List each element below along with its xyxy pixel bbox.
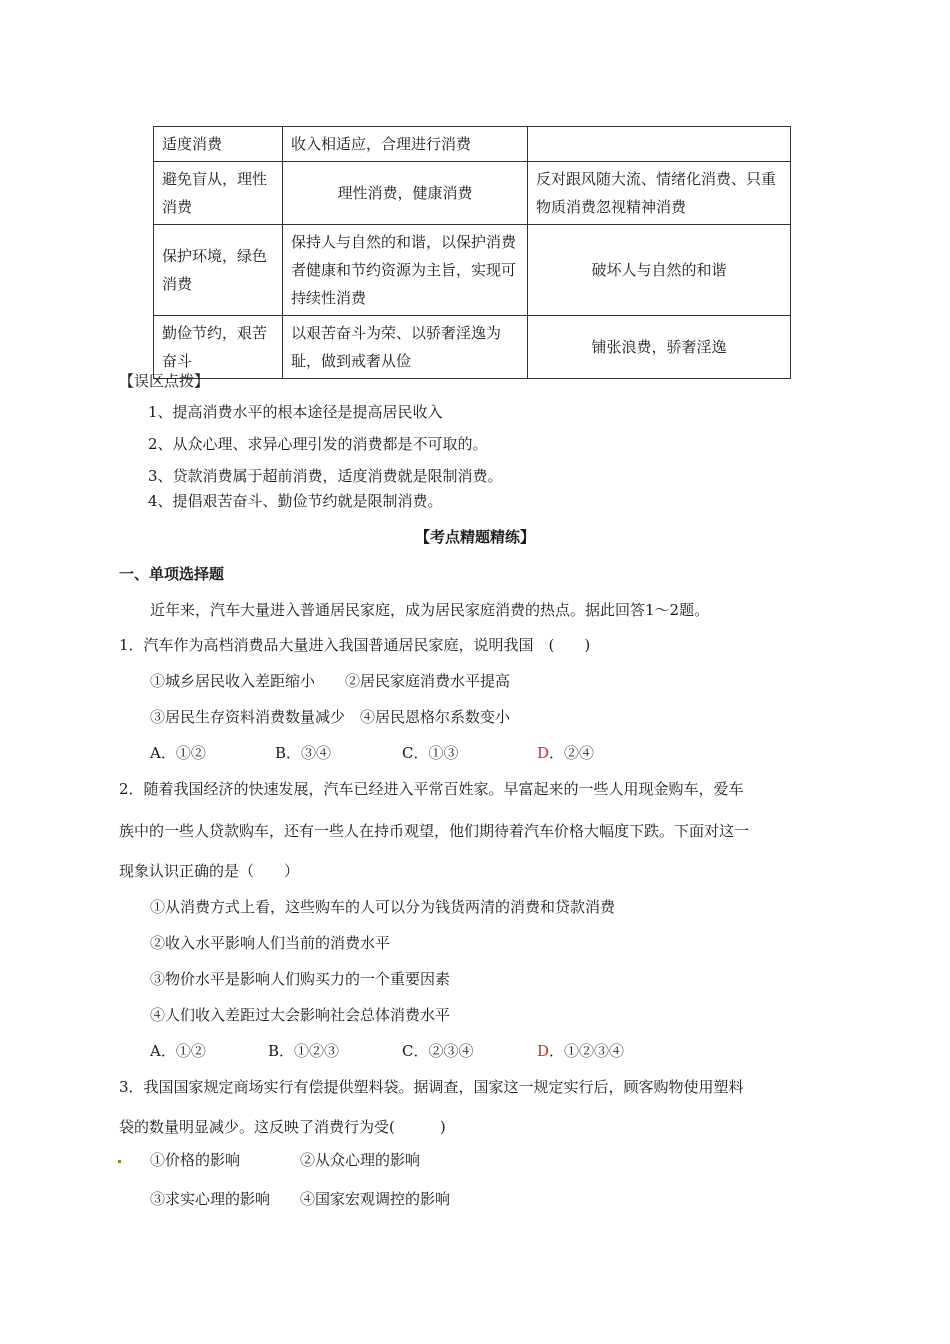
question-2-stem: 现象认识正确的是（ ） [119, 862, 300, 880]
question-3-statements: ③求实心理的影响 ④国家宏观调控的影响 [150, 1190, 451, 1208]
question-2-option-c: C．②③④ [402, 1042, 474, 1060]
answer-letter: D [537, 744, 550, 762]
consumption-principles-table [153, 126, 791, 379]
table-cell: 破坏人与自然的和谐 [528, 225, 791, 316]
question-1-stem: 1．汽车作为高档消费品大量进入我国普通居民家庭，说明我国 ( ) [119, 636, 591, 654]
question-2-stem: 族中的一些人贷款购车，还有一些人在持币观望，他们期待着汽车价格大幅度下跌。下面对这一 [119, 822, 750, 840]
question-1-option-a: A．①② [150, 744, 206, 762]
option-text: ．①②③④ [549, 1042, 625, 1060]
question-1-option-d [537, 742, 594, 763]
table-cell: 以艰苦奋斗为荣、以骄奢淫逸为耻，做到戒奢从俭 [283, 316, 528, 379]
question-2-statement: ①从消费方式上看，这些购车的人可以分为钱货两清的消费和贷款消费 [150, 898, 616, 916]
table-cell: 避免盲从，理性消费 [154, 162, 283, 225]
option-text: ．②④ [549, 744, 595, 762]
question-2-option-b: B．①②③ [268, 1042, 340, 1060]
question-3-stem: 袋的数量明显减少。这反映了消费行为受( ) [119, 1118, 446, 1136]
table-row [154, 162, 791, 225]
question-3-statements: ①价格的影响 ②从众心理的影响 [150, 1151, 421, 1169]
stray-mark [118, 1160, 121, 1163]
question-3-stem: 3．我国国家规定商场实行有偿提供塑料袋。据调查，国家这一规定实行后，顾客购物使用塑料 [119, 1078, 744, 1096]
misconceptions-heading: 【误区点拨】 [119, 372, 210, 390]
table-cell: 保持人与自然的和谐，以保护消费者健康和节约资源为主旨，实现可持续性消费 [283, 225, 528, 316]
table-cell: 反对跟风随大流、情绪化消费、只重物质消费忽视精神消费 [528, 162, 791, 225]
question-1-option-c: C．①③ [402, 744, 459, 762]
table-cell [528, 127, 791, 162]
table-row [154, 127, 791, 162]
misconception-item: 2、从众心理、求异心理引发的消费都是不可取的。 [148, 435, 488, 453]
table-cell: 收入相适应，合理进行消费 [283, 127, 528, 162]
table-row [154, 316, 791, 379]
table-cell: 理性消费，健康消费 [283, 162, 528, 225]
table-cell: 铺张浪费，骄奢淫逸 [528, 316, 791, 379]
question-1-statements: ①城乡居民收入差距缩小 ②居民家庭消费水平提高 [150, 672, 511, 690]
question-2-statement: ②收入水平影响人们当前的消费水平 [150, 934, 391, 952]
question-2-statement: ④人们收入差距过大会影响社会总体消费水平 [150, 1006, 451, 1024]
question-1-option-b: B．③④ [275, 744, 332, 762]
section-title: 【考点精题精练】 [414, 528, 535, 546]
question-2-statement: ③物价水平是影响人们购买力的一个重要因素 [150, 970, 451, 988]
answer-letter: D [537, 1042, 550, 1060]
misconception-item: 3、贷款消费属于超前消费，适度消费就是限制消费。 [148, 467, 503, 485]
table-cell: 保护环境，绿色消费 [154, 225, 283, 316]
intro-text: 近年来，汽车大量进入普通居民家庭，成为居民家庭消费的热点。据此回答1～2题。 [150, 601, 710, 619]
misconception-item: 1、提高消费水平的根本途径是提高居民收入 [148, 403, 443, 421]
table-row [154, 225, 791, 316]
part-heading: 一、单项选择题 [119, 565, 225, 583]
question-2-option-d [537, 1040, 624, 1061]
question-1-statements: ③居民生存资料消费数量减少 ④居民恩格尔系数变小 [150, 708, 511, 726]
misconception-item: 4、提倡艰苦奋斗、勤俭节约就是限制消费。 [148, 492, 443, 510]
question-2-stem: 2．随着我国经济的快速发展，汽车已经进入平常百姓家。早富起来的一些人用现金购车，爱车 [119, 780, 744, 798]
table-cell: 勤俭节约，艰苦奋斗 [154, 316, 283, 379]
table-cell: 适度消费 [154, 127, 283, 162]
question-2-option-a: A．①② [150, 1042, 206, 1060]
